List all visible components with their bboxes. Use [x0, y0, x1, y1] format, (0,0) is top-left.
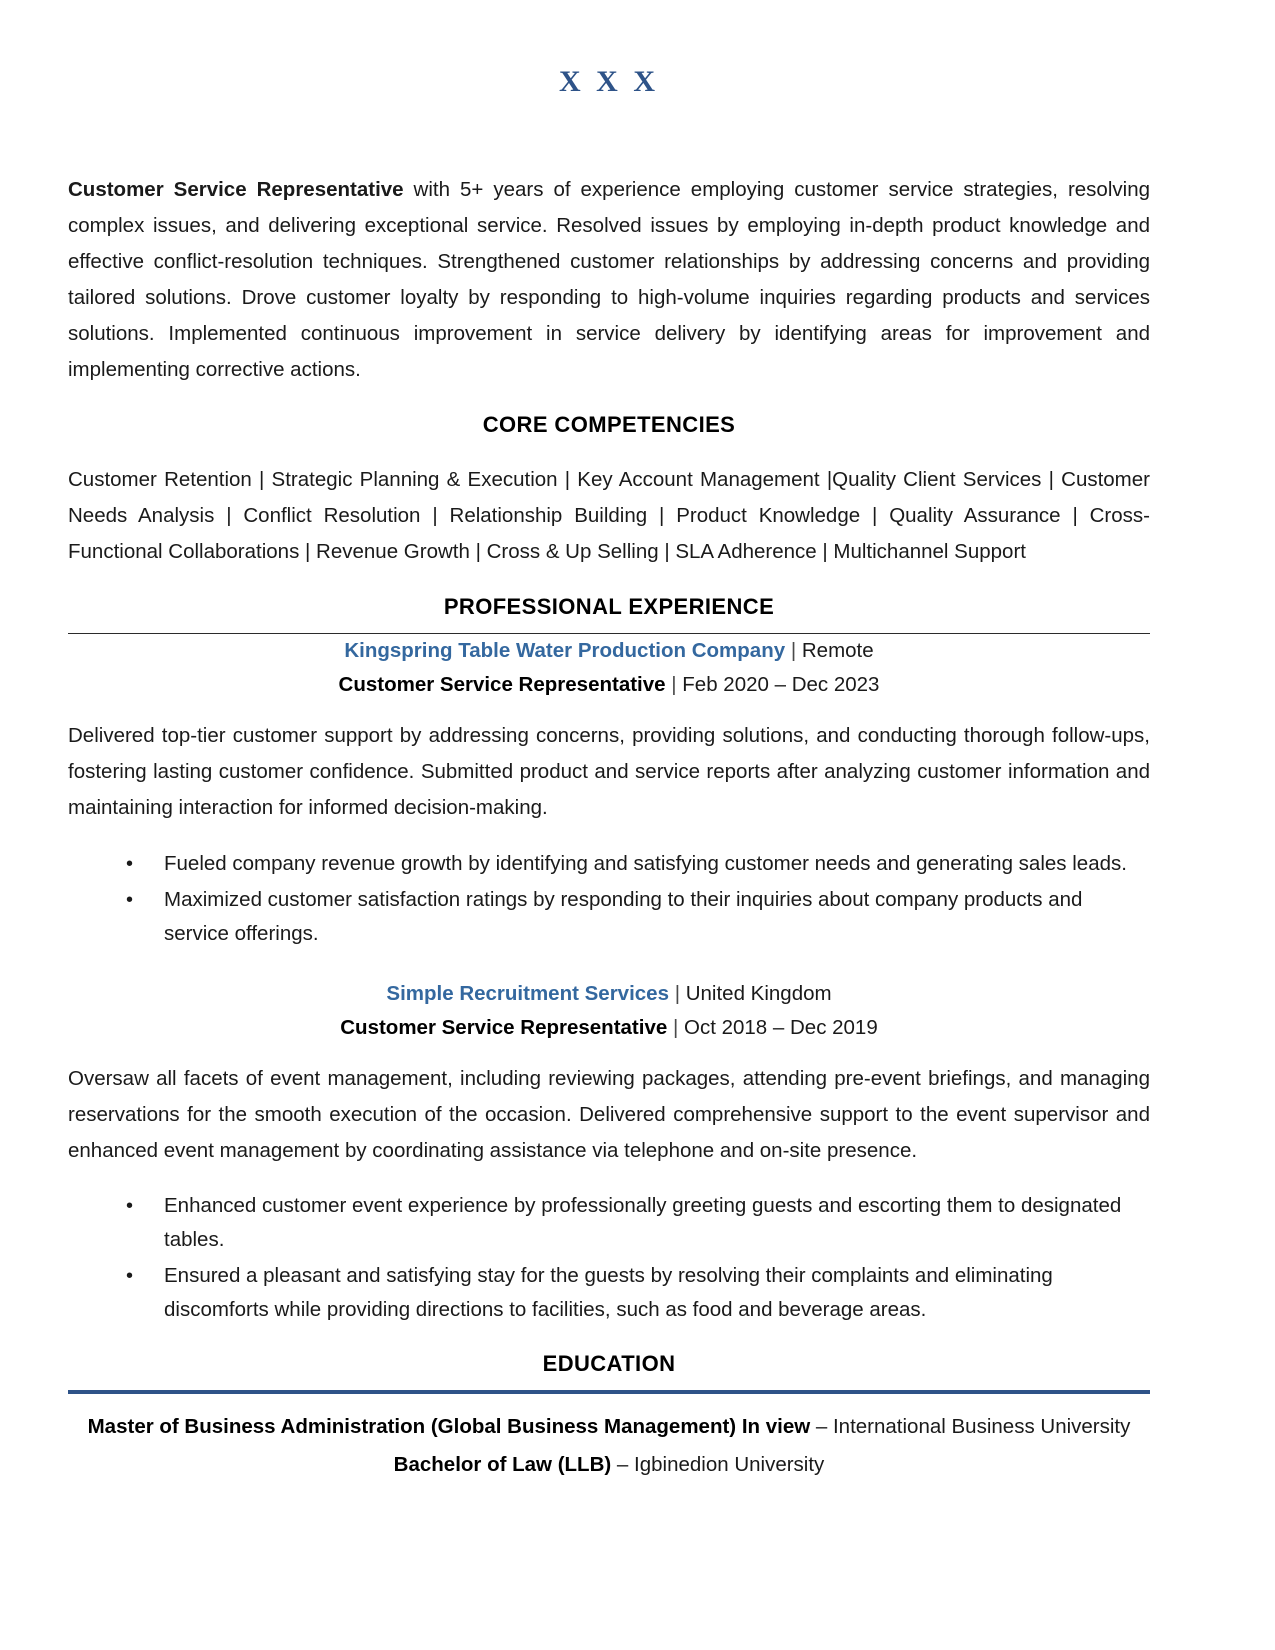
job-company-line	[68, 634, 1150, 668]
job-role-line	[68, 1011, 1150, 1045]
education-school: Igbinedion University	[634, 1453, 825, 1476]
section-heading-education: EDUCATION	[542, 1351, 676, 1376]
experience-item	[68, 977, 1150, 1328]
list-item	[126, 847, 1150, 881]
experience-item	[68, 634, 1150, 951]
section-heading-professional-experience: PROFESSIONAL EXPERIENCE	[443, 594, 775, 619]
education-separator: –	[810, 1415, 833, 1438]
job-role-title: Customer Service Representative	[340, 1015, 668, 1039]
job-dates: Oct 2018 – Dec 2019	[684, 1015, 878, 1039]
list-item	[126, 1189, 1150, 1257]
education-school: International Business University	[832, 1415, 1131, 1438]
list-item	[126, 883, 1150, 951]
list-item	[126, 1259, 1150, 1327]
education-degree: Master of Business Administration (Global Business Management) In view	[87, 1415, 811, 1438]
job-company-name: Simple Recruitment Services	[386, 981, 669, 1005]
bullet-text: Maximized customer satisfaction ratings by responding to their inquiries about company products and service offerings.	[164, 887, 1083, 945]
bullet-text: Enhanced customer event experience by professionally greeting guests and escorting them to designated tables.	[164, 1194, 1122, 1251]
job-separator: |	[674, 981, 681, 1005]
education-separator: –	[611, 1453, 635, 1476]
job-bullet-list	[68, 1189, 1150, 1327]
job-separator: |	[790, 639, 797, 662]
section-heading-core-competencies: CORE COMPETENCIES	[482, 412, 736, 437]
page-title: X X X	[559, 65, 659, 98]
job-company-line	[68, 977, 1150, 1011]
job-location: Remote	[801, 639, 874, 662]
job-role-title: Customer Service Representative	[338, 673, 666, 696]
summary-lead: Customer Service Representative	[68, 178, 404, 201]
education-degree: Bachelor of Law (LLB)	[393, 1453, 612, 1476]
job-description: Oversaw all facets of event management, including reviewing packages, attending pre-event briefings, and managing reservations for the smooth execution of the occasion. Delivered comprehensive support to the event supervisor and enhanced event management by coordinating assistance via telephone and on-site presence.	[68, 1066, 1150, 1162]
job-role-line	[68, 668, 1150, 702]
bullet-icon: •	[126, 1195, 134, 1217]
education-list	[68, 1408, 1150, 1484]
job-spacer	[68, 953, 1150, 977]
summary-body: with 5+ years of experience employing customer service strategies, resolving complex issues, and delivering exceptional service. Resolved issues by employing in-depth product knowledge and effective conflict-resolution techniques. Strengthened customer relationships by addressing concerns and providing tailored solutions. Drove customer loyalty by responding to high-volume inquiries regarding products and services solutions. Implemented continuous improvement in service delivery by identifying areas for improvement and implementing corrective actions.	[68, 178, 1150, 381]
education-divider	[68, 1390, 1150, 1394]
bullet-icon: •	[126, 1265, 134, 1287]
professional-summary	[68, 172, 1150, 388]
job-separator: |	[672, 1015, 679, 1039]
job-description: Delivered top-tier customer support by addressing concerns, providing solutions, and conducting thorough follow-ups, fostering lasting customer confidence. Submitted product and service reports after analyzing customer information and maintaining interaction for informed decision-making.	[68, 724, 1150, 819]
job-dates: Feb 2020 – Dec 2023	[682, 673, 880, 696]
core-competencies-text: Customer Retention | Strategic Planning & Execution | Key Account Management |Quality Client Services | Customer Needs Analysis | Conflict Resolution | Relationship Building | Product Knowledge | Quality Assurance | Cross-Functional Collaborations | Revenue Growth | Cross & Up Selling | SLA Adherence | Multichannel Support	[68, 468, 1150, 563]
bullet-text: Fueled company revenue growth by identifying and satisfying customer needs and generating sales leads.	[164, 851, 1127, 875]
bullet-icon: •	[126, 888, 134, 911]
job-location: United Kingdom	[685, 981, 832, 1005]
bullet-text: Ensured a pleasant and satisfying stay for the guests by resolving their complaints and eliminating discomforts while providing directions to facilities, such as food and beverage areas.	[164, 1264, 1053, 1321]
resume-content	[68, 0, 1150, 1484]
job-separator: |	[671, 673, 677, 696]
education-item	[68, 1408, 1150, 1446]
bullet-icon: •	[126, 852, 134, 875]
job-company-name: Kingspring Table Water Production Company	[344, 639, 786, 662]
education-item	[68, 1446, 1150, 1484]
job-bullet-list	[68, 847, 1150, 951]
